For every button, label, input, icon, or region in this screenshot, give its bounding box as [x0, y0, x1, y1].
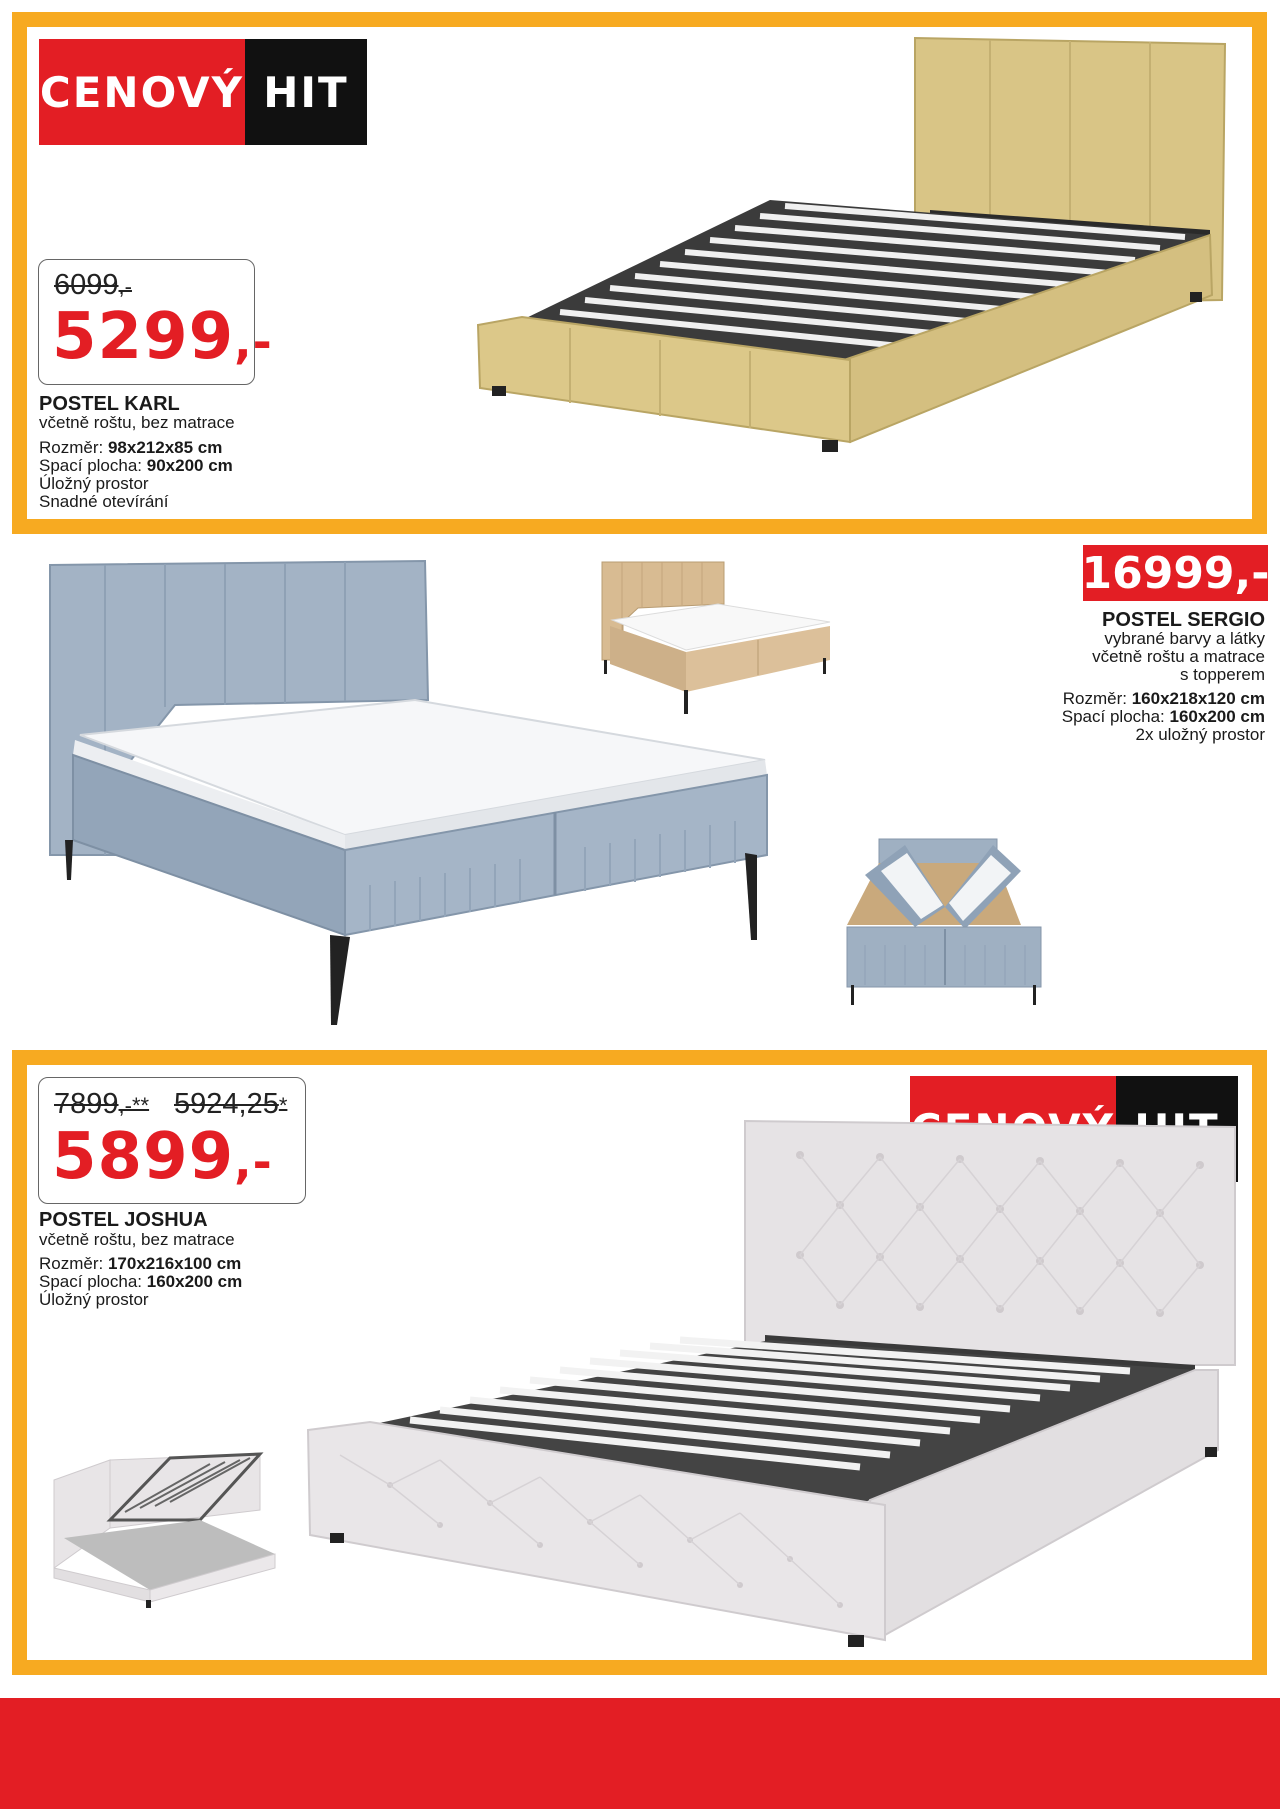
joshua-size-value: 170x216x100 cm	[107, 1254, 242, 1273]
joshua-bed-image	[300, 1115, 1245, 1660]
joshua-old-price-2-value: 5924,25	[174, 1088, 279, 1120]
joshua-subtitle: včetně roštu, bez matrace	[39, 1230, 235, 1249]
sergio-feature-storage: 2x uložný prostor	[1135, 725, 1265, 744]
sergio-line-topper: s topperem	[1179, 665, 1265, 684]
joshua-price-value: 5899	[52, 1120, 235, 1194]
joshua-product-name: POSTEL JOSHUA	[39, 1209, 208, 1231]
joshua-old-price-1-value: 7899	[54, 1088, 119, 1120]
karl-feature-opening: Snadné otevírání	[39, 492, 169, 511]
karl-old-price-value: 6099	[54, 269, 119, 301]
sergio-line-includes: včetně roštu a matrace	[1092, 647, 1265, 666]
karl-subtitle: včetně roštu, bez matrace	[39, 413, 235, 432]
sergio-line-colors: vybrané barvy a látky	[1104, 629, 1265, 648]
footer-red-band	[0, 1698, 1280, 1809]
karl-sleep-area	[39, 457, 233, 475]
joshua-old-price-1	[54, 1088, 149, 1121]
karl-price-value: 5299	[52, 300, 235, 374]
sergio-sleep-area	[1062, 708, 1265, 726]
joshua-old-price-2-suffix: *	[278, 1093, 288, 1118]
sergio-sleep-value: 160x200 cm	[1169, 707, 1265, 726]
joshua-storage-open-image	[50, 1450, 285, 1610]
karl-old-price	[54, 269, 132, 302]
sergio-storage-open-image	[845, 835, 1080, 1010]
joshua-price	[52, 1120, 273, 1194]
karl-size	[39, 439, 222, 457]
sergio-beige-variant-image	[598, 560, 838, 720]
sergio-size-value: 160x218x120 cm	[1131, 689, 1265, 708]
joshua-price-suffix: ,-	[234, 1135, 273, 1189]
karl-size-label: Rozměr:	[39, 438, 108, 457]
karl-feature-storage: Úložný prostor	[39, 474, 149, 493]
badge-red-part: CENOVÝ	[39, 39, 245, 145]
karl-price	[52, 300, 273, 374]
sergio-sleep-label: Spací plocha:	[1061, 707, 1170, 726]
joshua-sleep-area	[39, 1273, 242, 1291]
karl-size-value: 98x212x85 cm	[107, 438, 223, 457]
joshua-old-price-2	[174, 1088, 287, 1121]
sergio-price: 16999,-	[1083, 545, 1268, 601]
karl-price-suffix: ,-	[234, 315, 273, 369]
joshua-size-label: Rozměr:	[39, 1254, 108, 1273]
joshua-size	[39, 1255, 241, 1273]
karl-sleep-label: Spací plocha:	[39, 456, 147, 475]
joshua-feature-storage: Úložný prostor	[39, 1290, 149, 1309]
badge-black-part: HIT	[245, 39, 367, 145]
karl-sleep-value: 90x200 cm	[146, 456, 233, 475]
sergio-product-name: POSTEL SERGIO	[1102, 609, 1265, 631]
cenovy-hit-badge	[39, 39, 367, 145]
karl-old-price-suffix: ,-	[118, 274, 132, 299]
karl-product-name: POSTEL KARL	[39, 393, 180, 415]
joshua-sleep-label: Spací plocha:	[39, 1272, 147, 1291]
joshua-old-price-1-suffix: ,-**	[118, 1093, 150, 1118]
sergio-size-label: Rozměr:	[1062, 689, 1132, 708]
sergio-size	[1063, 690, 1265, 708]
karl-bed-image	[470, 30, 1230, 520]
joshua-sleep-value: 160x200 cm	[146, 1272, 243, 1291]
